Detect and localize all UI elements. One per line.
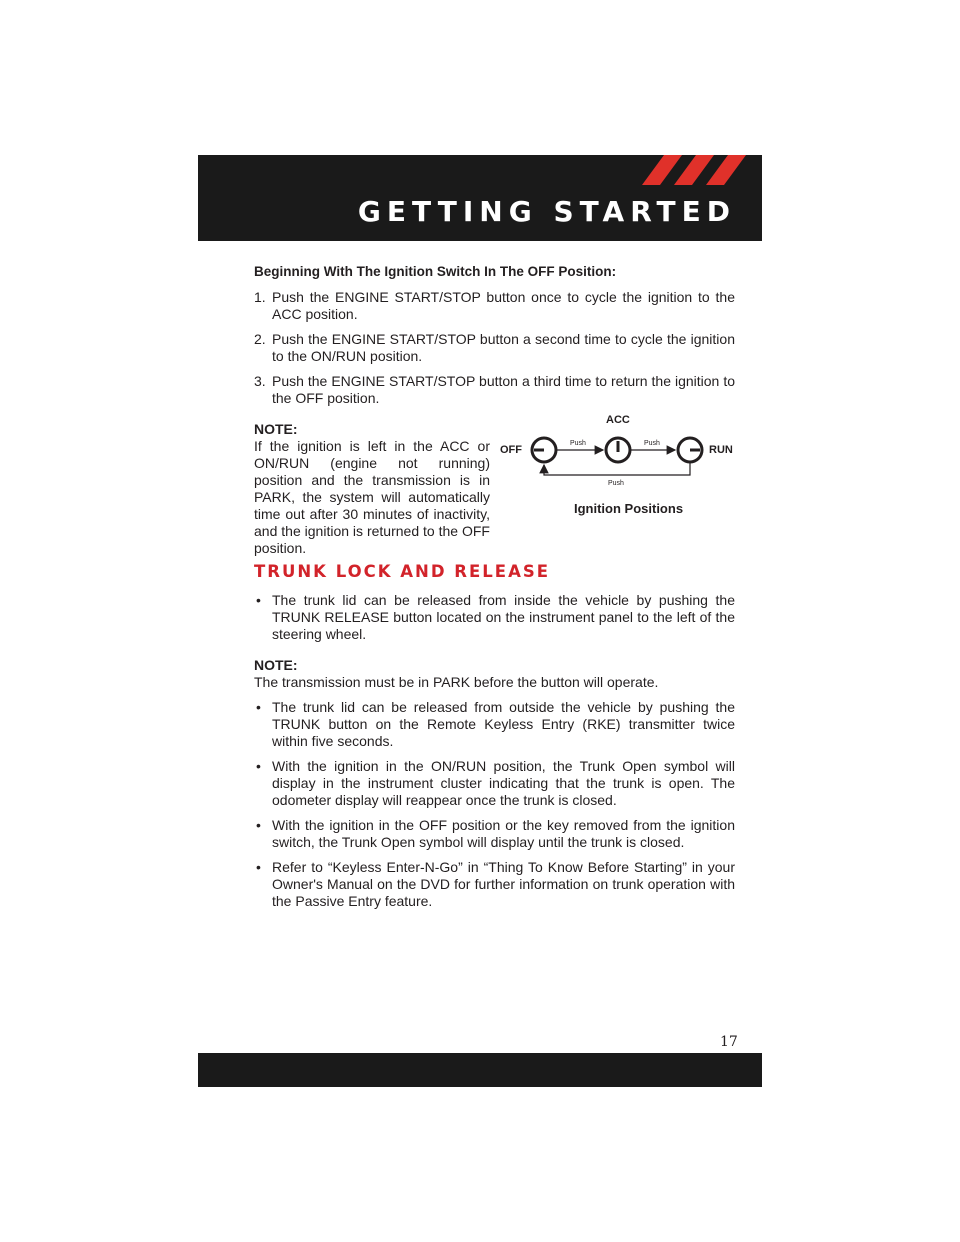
- step-text: Push the ENGINE START/STOP button a second time to cycle the ignition to the ON/RUN position.: [272, 331, 735, 364]
- page-number: 17: [720, 1034, 738, 1050]
- note-text: If the ignition is left in the ACC or ON/RUN (engine not running) position and the transmission is in PARK, the system will automatically time out after 30 minutes of inactivity, and the ignition is returned to the OFF position.: [254, 438, 490, 556]
- trunk-note-text: The transmission must be in PARK before the button will operate.: [254, 674, 659, 690]
- footer-bar: [198, 1053, 762, 1087]
- section-header-bar: [198, 155, 762, 241]
- arrow-run-to-off: [544, 463, 690, 475]
- acc-power-icon: [606, 438, 630, 462]
- ignition-steps: [254, 289, 735, 407]
- run-label: RUN: [709, 444, 733, 456]
- push-label-2: Push: [644, 440, 660, 447]
- list-item: • The trunk lid can be released from outside the vehicle by pushing the TRUNK button on the Remote Keyless Entry (RKE) transmitter twice within five seconds.: [254, 699, 735, 750]
- ignition-heading: Beginning With The Ignition Switch In The OFF Position:: [254, 264, 617, 279]
- trunk-bullets-top: [254, 592, 735, 643]
- racing-stripes-icon: [612, 155, 762, 185]
- note-label: NOTE:: [254, 421, 298, 437]
- run-power-icon: [678, 438, 702, 462]
- step-number: 3.: [254, 373, 266, 389]
- push-label-1: Push: [570, 440, 586, 447]
- ignition-positions-diagram: [500, 405, 736, 515]
- trunk-bullets: [254, 699, 735, 910]
- section-title: GETTING STARTED: [357, 195, 736, 228]
- acc-label: ACC: [606, 414, 630, 426]
- list-item: [254, 289, 735, 323]
- trunk-section-title: TRUNK LOCK AND RELEASE: [254, 562, 550, 581]
- page-content: [254, 263, 735, 918]
- step-number: 2.: [254, 331, 266, 347]
- list-item: [254, 373, 735, 407]
- off-label: OFF: [500, 444, 522, 456]
- list-item: [254, 331, 735, 365]
- list-item: • The trunk lid can be released from inside the vehicle by pushing the TRUNK RELEASE button located on the instrument panel to the left of the steering wheel.: [254, 592, 735, 643]
- diagram-caption: Ignition Positions: [574, 501, 684, 516]
- step-text: Push the ENGINE START/STOP button a third time to return the ignition to the OFF position.: [272, 373, 735, 406]
- trunk-note-label: NOTE:: [254, 657, 298, 673]
- off-power-icon: [532, 438, 556, 462]
- ignition-note-block: [254, 414, 735, 556]
- ignition-note: [254, 421, 490, 557]
- list-item: • With the ignition in the OFF position or the key removed from the ignition switch, the Trunk Open symbol will display until the trunk is closed.: [254, 817, 735, 851]
- step-text: Push the ENGINE START/STOP button once to cycle the ignition to the ACC position.: [272, 289, 735, 322]
- list-item: • Refer to “Keyless Enter-N-Go” in “Thing To Know Before Starting” in your Owner's Manual on the DVD for further information on trunk operation with the Passive Entry feature.: [254, 859, 735, 910]
- list-item: • With the ignition in the ON/RUN position, the Trunk Open symbol will display in the instrument cluster indicating that the trunk is open. The odometer display will reappear once the trunk is closed.: [254, 758, 735, 809]
- step-number: 1.: [254, 289, 266, 305]
- push-label-3: Push: [608, 480, 624, 487]
